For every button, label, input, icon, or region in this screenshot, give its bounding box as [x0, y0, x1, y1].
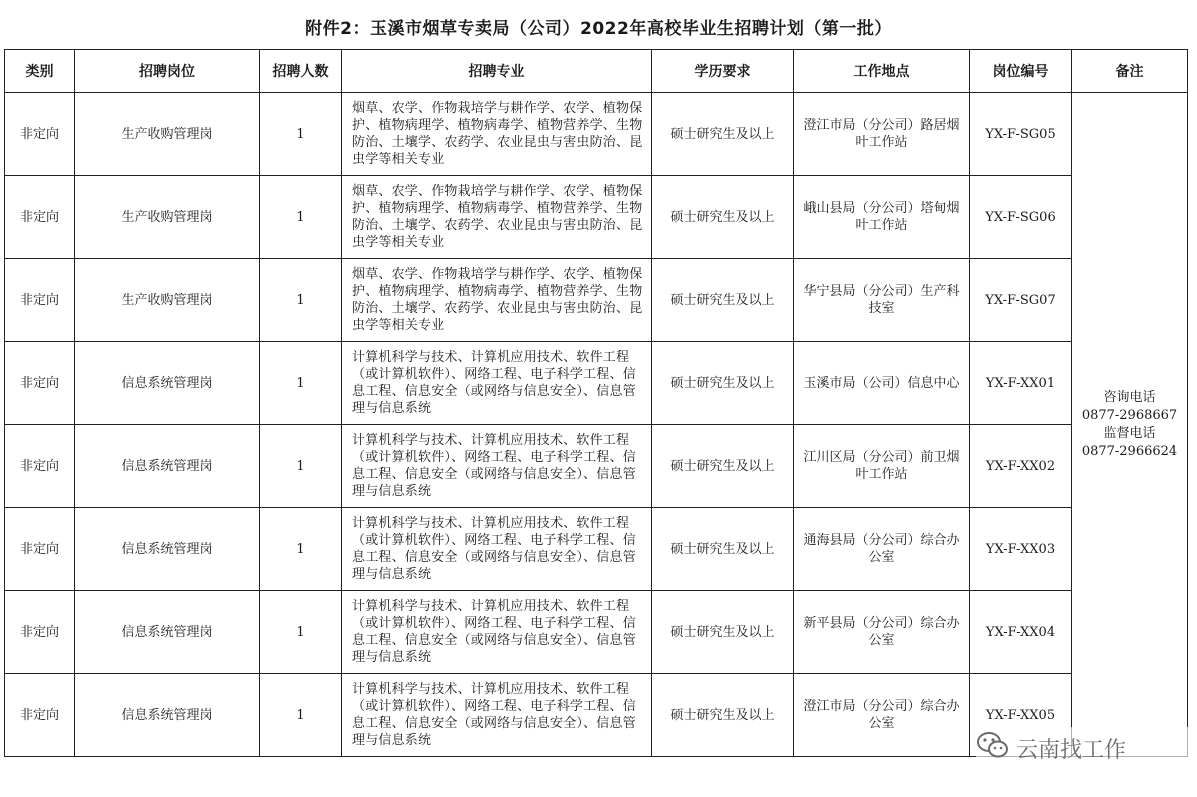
code-cell: YX-F-XX01	[970, 342, 1072, 425]
consult-label: 咨询电话	[1103, 389, 1156, 405]
major-cell: 计算机科学与技术、计算机应用技术、软件工程（或计算机软件）、网络工程、电子科学工程、信息工程、信息安全（或网络与信息安全）、信息管理与信息系统	[342, 342, 652, 425]
table-row	[5, 176, 1188, 259]
header-position: 招聘岗位	[75, 50, 260, 93]
count-cell: 1	[260, 342, 342, 425]
location-cell: 峨山县局（分公司）塔甸烟叶工作站	[794, 176, 970, 259]
watermark	[976, 727, 1188, 769]
education-cell: 硕士研究生及以上	[652, 425, 794, 508]
header-count: 招聘人数	[260, 50, 342, 93]
position-cell: 生产收购管理岗	[75, 93, 260, 176]
position-cell: 信息系统管理岗	[75, 674, 260, 757]
category-cell: 非定向	[5, 259, 75, 342]
location-cell: 玉溪市局（公司）信息中心	[794, 342, 970, 425]
header-code: 岗位编号	[970, 50, 1072, 93]
document-title: 附件2：玉溪市烟草专卖局（公司）2022年高校毕业生招聘计划（第一批）	[305, 19, 892, 39]
count-cell: 1	[260, 674, 342, 757]
consult-phone: 0877-2968667	[1081, 407, 1178, 423]
education-cell: 硕士研究生及以上	[652, 93, 794, 176]
code-cell: YX-F-XX03	[970, 508, 1072, 591]
count-cell: 1	[260, 425, 342, 508]
recruitment-table	[4, 49, 1188, 757]
position-cell: 信息系统管理岗	[75, 425, 260, 508]
major-cell: 计算机科学与技术、计算机应用技术、软件工程（或计算机软件）、网络工程、电子科学工程、信息工程、信息安全（或网络与信息安全）、信息管理与信息系统	[342, 674, 652, 757]
code-cell: YX-F-XX02	[970, 425, 1072, 508]
major-cell: 计算机科学与技术、计算机应用技术、软件工程（或计算机软件）、网络工程、电子科学工程、信息工程、信息安全（或网络与信息安全）、信息管理与信息系统	[342, 425, 652, 508]
education-cell: 硕士研究生及以上	[652, 259, 794, 342]
position-cell: 生产收购管理岗	[75, 259, 260, 342]
header-education: 学历要求	[652, 50, 794, 93]
location-cell: 澄江市局（分公司）路居烟叶工作站	[794, 93, 970, 176]
location-cell: 新平县局（分公司）综合办公室	[794, 591, 970, 674]
education-cell: 硕士研究生及以上	[652, 342, 794, 425]
supervise-phone: 0877-2966624	[1081, 443, 1178, 459]
category-cell: 非定向	[5, 508, 75, 591]
count-cell: 1	[260, 259, 342, 342]
major-cell: 烟草、农学、作物栽培学与耕作学、农学、植物保护、植物病理学、植物病毒学、植物营养学、生物防治、土壤学、农药学、农业昆虫与害虫防治、昆虫学等相关专业	[342, 176, 652, 259]
major-cell: 计算机科学与技术、计算机应用技术、软件工程（或计算机软件）、网络工程、电子科学工程、信息工程、信息安全（或网络与信息安全）、信息管理与信息系统	[342, 591, 652, 674]
remarks-cell	[1072, 93, 1188, 757]
header-major: 招聘专业	[342, 50, 652, 93]
table-row	[5, 425, 1188, 508]
table-row	[5, 508, 1188, 591]
major-cell: 烟草、农学、作物栽培学与耕作学、农学、植物保护、植物病理学、植物病毒学、植物营养学、生物防治、土壤学、农药学、农业昆虫与害虫防治、昆虫学等相关专业	[342, 93, 652, 176]
category-cell: 非定向	[5, 176, 75, 259]
major-cell: 烟草、农学、作物栽培学与耕作学、农学、植物保护、植物病理学、植物病毒学、植物营养学、生物防治、土壤学、农药学、农业昆虫与害虫防治、昆虫学等相关专业	[342, 259, 652, 342]
wechat-icon	[976, 730, 1016, 766]
table-row	[5, 93, 1188, 176]
watermark-text: 云南找工作	[1016, 737, 1127, 763]
table-row	[5, 342, 1188, 425]
count-cell: 1	[260, 508, 342, 591]
position-cell: 信息系统管理岗	[75, 591, 260, 674]
code-cell: YX-F-SG05	[970, 93, 1072, 176]
location-cell: 通海县局（分公司）综合办公室	[794, 508, 970, 591]
count-cell: 1	[260, 93, 342, 176]
education-cell: 硕士研究生及以上	[652, 508, 794, 591]
position-cell: 信息系统管理岗	[75, 508, 260, 591]
major-cell: 计算机科学与技术、计算机应用技术、软件工程（或计算机软件）、网络工程、电子科学工程、信息工程、信息安全（或网络与信息安全）、信息管理与信息系统	[342, 508, 652, 591]
category-cell: 非定向	[5, 93, 75, 176]
code-cell: YX-F-SG07	[970, 259, 1072, 342]
supervise-label: 监督电话	[1103, 425, 1156, 441]
header-remarks: 备注	[1072, 50, 1188, 93]
location-cell: 华宁县局（分公司）生产科技室	[794, 259, 970, 342]
code-cell: YX-F-XX04	[970, 591, 1072, 674]
code-cell: YX-F-SG06	[970, 176, 1072, 259]
table-row	[5, 591, 1188, 674]
category-cell: 非定向	[5, 342, 75, 425]
education-cell: 硕士研究生及以上	[652, 176, 794, 259]
header-location: 工作地点	[794, 50, 970, 93]
education-cell: 硕士研究生及以上	[652, 591, 794, 674]
location-cell: 江川区局（分公司）前卫烟叶工作站	[794, 425, 970, 508]
category-cell: 非定向	[5, 674, 75, 757]
category-cell: 非定向	[5, 591, 75, 674]
location-cell: 澄江市局（分公司）综合办公室	[794, 674, 970, 757]
header-category: 类别	[5, 50, 75, 93]
position-cell: 信息系统管理岗	[75, 342, 260, 425]
education-cell: 硕士研究生及以上	[652, 674, 794, 757]
table-row	[5, 259, 1188, 342]
count-cell: 1	[260, 176, 342, 259]
position-cell: 生产收购管理岗	[75, 176, 260, 259]
count-cell: 1	[260, 591, 342, 674]
category-cell: 非定向	[5, 425, 75, 508]
header-row	[5, 50, 1188, 93]
code-cell: YX-F-XX05	[970, 674, 1072, 757]
